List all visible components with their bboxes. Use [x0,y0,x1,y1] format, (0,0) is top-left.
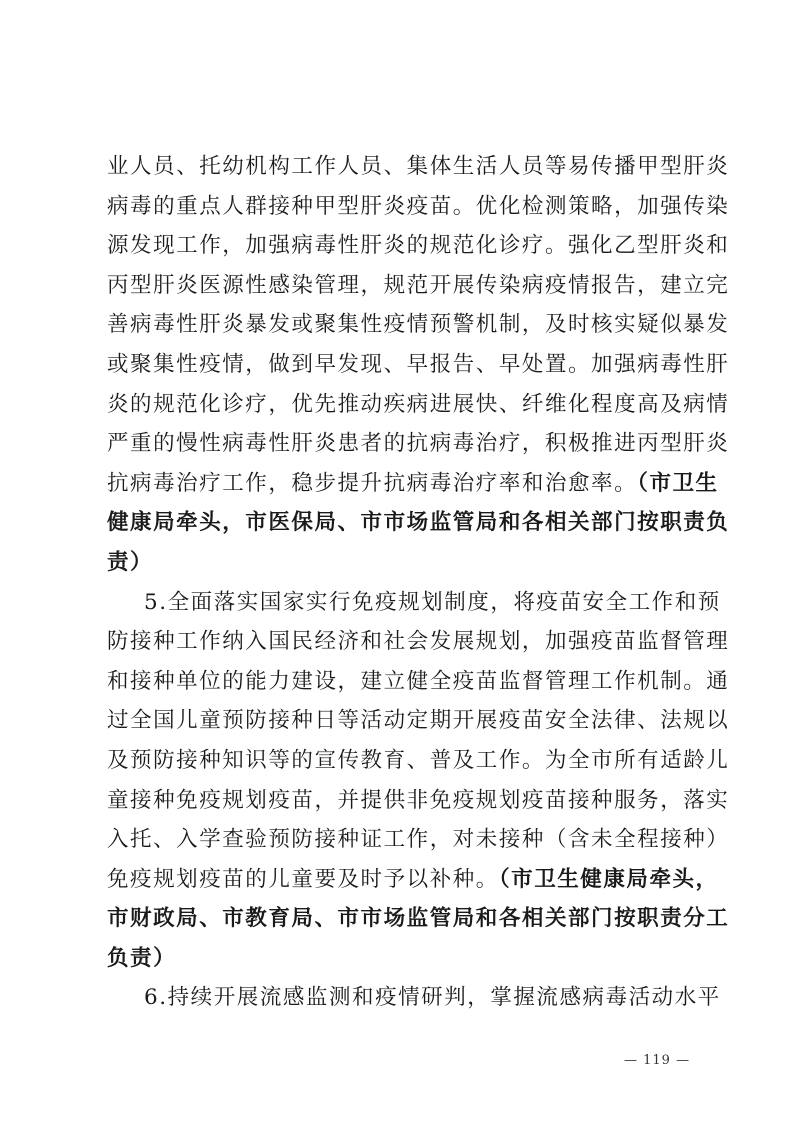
responsibility-note: 健康局牵头，市医保局、市市场监管局和各相关部门按职责负 [107,510,730,536]
text-line: 善病毒性肝炎暴发或聚集性疫情预警机制，及时核实疑似暴发 [107,312,730,338]
responsibility-note: （市卫生健康局牵头， [498,866,719,892]
text-line: 抗病毒治疗工作，稳步提升抗病毒治疗率和治愈率。（市卫生 [107,470,719,496]
responsibility-note: 责） [107,549,154,575]
text-line: 病毒的重点人群接种甲型肝炎疫苗。优化检测策略，加强传染 [107,193,730,219]
text-line: 炎的规范化诊疗，优先推动疾病进展快、纤维化程度高及病情 [107,391,730,417]
text-line: 及预防接种知识等的宣传教育、普及工作。为全市所有适龄儿 [107,747,730,773]
paragraph-5-start: 5.全面落实国家实行免疫规划制度，将疫苗安全工作和预 [144,589,721,615]
responsibility-note: 负责） [107,945,177,971]
responsibility-note: 市财政局、市教育局、市市场监管局和各相关部门按职责分工 [107,906,730,932]
text-line: 源发现工作，加强病毒性肝炎的规范化诊疗。强化乙型肝炎和 [107,233,730,259]
responsibility-note: （市卫生 [637,470,719,496]
page-number: — 119 — [624,1053,691,1068]
text-line: 丙型肝炎医源性感染管理，规范开展传染病疫情报告，建立完 [107,272,730,298]
text-line: 业人员、托幼机构工作人员、集体生活人员等易传播甲型肝炎 [107,154,730,179]
text-line: 童接种免疫规划疫苗，并提供非免疫规划疫苗接种服务，落实 [107,787,730,813]
text-line: 或聚集性疫情，做到早发现、早报告、早处置。加强病毒性肝 [107,351,730,377]
text-line: 防接种工作纳入国民经济和社会发展规划，加强疫苗监督管理 [107,629,730,655]
body-text [107,147,730,1018]
text-line: 过全国儿童预防接种日等活动定期开展疫苗安全法律、法规以 [107,708,730,734]
paragraph-6-start: 6.持续开展流感监测和疫情研判，掌握流感病毒活动水平 [144,985,721,1011]
text-line: 入托、入学查验预防接种证工作，对未接种（含未全程接种） [107,827,730,853]
text-line: 严重的慢性病毒性肝炎患者的抗病毒治疗，积极推进丙型肝炎 [107,431,730,457]
text-line: 和接种单位的能力建设，建立健全疫苗监督管理工作机制。通 [107,668,730,694]
text-line: 免疫规划疫苗的儿童要及时予以补种。（市卫生健康局牵头， [107,866,719,892]
